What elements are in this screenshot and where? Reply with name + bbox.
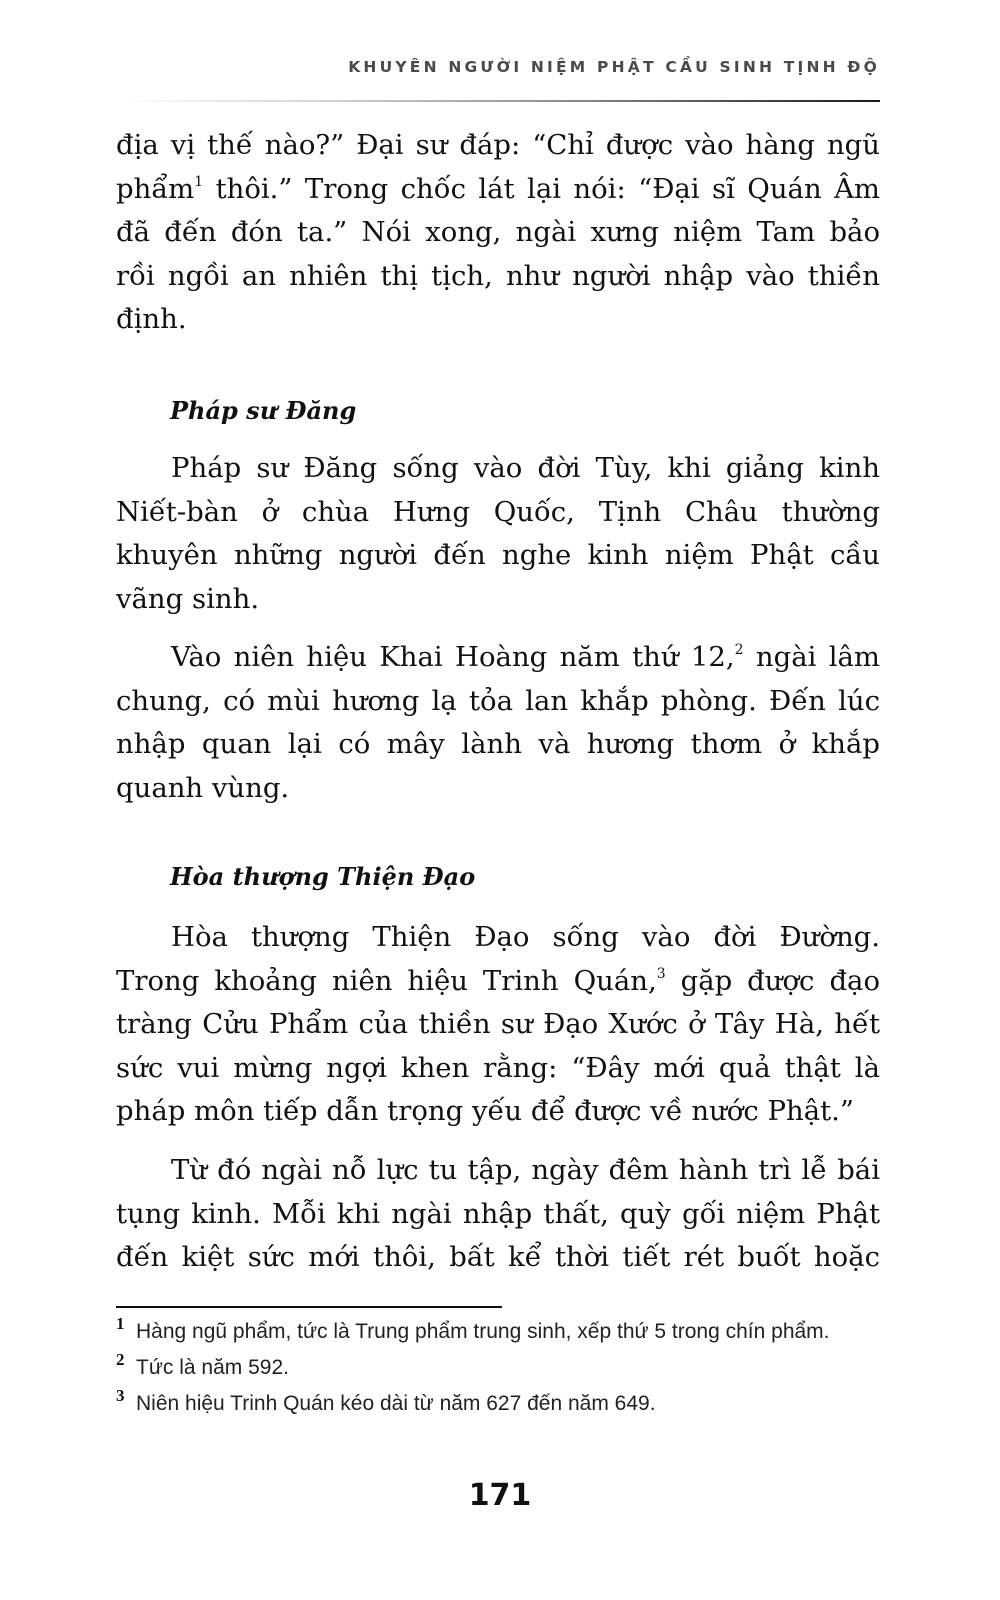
footnote-ref-1[interactable]: 1 <box>194 173 204 190</box>
section-1-paragraph-1 <box>116 447 880 621</box>
running-header-title: KHUYÊN NGƯỜI NIỆM PHẬT CẦU SINH TỊNH ĐỘ <box>348 58 880 76</box>
section-2-paragraph-1 <box>116 916 880 1134</box>
section-title-phap-su-dang: Pháp sư Đăng <box>170 396 357 425</box>
text-line <box>116 636 880 680</box>
text-line: pháp môn tiếp dẫn trọng yếu để được về nước Phật.” <box>116 1095 854 1128</box>
text-line: đã đến đón ta.” Nói xong, ngài xưng niệm Tam bảo <box>116 216 880 249</box>
section-2-paragraph-2 <box>116 1149 880 1280</box>
text-line <box>116 960 880 1004</box>
footnote-text: Niên hiệu Trinh Quán kéo dài từ năm 627 đến năm 649. <box>136 1392 656 1415</box>
text-fragment: gặp được đạo <box>665 964 880 997</box>
footnote-ref-2[interactable]: 2 <box>734 642 744 658</box>
text-line: Niết-bàn ở chùa Hưng Quốc, Tịnh Châu thường <box>116 495 880 528</box>
text-fragment: phẩm <box>116 172 195 205</box>
text-line: Từ đó ngài nỗ lực tu tập, ngày đêm hành trì lễ bái <box>171 1154 880 1186</box>
footnote-text: Tức là năm 592. <box>136 1356 289 1379</box>
text-line: sức vui mừng ngợi khen rằng: “Đây mới quả thật là <box>116 1051 880 1084</box>
text-line: chung, có mùi hương lạ tỏa lan khắp phòng. Đến lúc <box>116 684 880 717</box>
footnote-1 <box>116 1314 880 1346</box>
text-fragment: ngài lâm <box>743 641 881 673</box>
text-line: vãng sinh. <box>116 582 260 615</box>
footnotes <box>116 1314 880 1426</box>
text-line: rồi ngồi an nhiên thị tịch, như người nhập vào thiền <box>116 259 880 292</box>
text-fragment: thôi.” Trong chốc lát lại nói: “Đại sĩ Quán Âm <box>203 172 880 205</box>
footnote-text: Hàng ngũ phẩm, tức là Trung phẩm trung sinh, xếp thứ 5 trong chín phẩm. <box>136 1320 830 1343</box>
header-rule <box>115 100 880 102</box>
text-line: tụng kinh. Mỗi khi ngài nhập thất, quỳ gối niệm Phật <box>116 1197 880 1230</box>
text-line <box>116 168 880 212</box>
page-number: 171 <box>468 1478 532 1513</box>
footnote-ref-3[interactable]: 3 <box>656 965 666 982</box>
text-line: Pháp sư Đăng sống vào đời Tùy, khi giảng kinh <box>171 452 880 484</box>
text-line: khuyên những người đến nghe kinh niệm Phật cầu <box>116 539 880 572</box>
footnote-separator <box>116 1306 502 1308</box>
section-1-paragraph-2 <box>116 636 880 810</box>
text-line: tràng Cửu Phẩm của thiền sư Đạo Xước ở Tây Hà, hết <box>116 1008 880 1041</box>
footnote-number: 1 <box>116 1314 125 1333</box>
text-line: đến kiệt sức mới thôi, bất kể thời tiết rét buốt hoặc <box>116 1241 880 1274</box>
text-line: nhập quan lại có mây lành và hương thơm ở khắp <box>116 728 880 761</box>
text-fragment: Trong khoảng niên hiệu Trinh Quán, <box>116 964 657 997</box>
text-line: quanh vùng. <box>116 771 290 804</box>
paragraph-continuation <box>116 124 880 342</box>
text-line: địa vị thế nào?” Đại sư đáp: “Chỉ được vào hàng ngũ <box>116 129 880 161</box>
footnote-number: 2 <box>116 1350 125 1369</box>
section-title-hoa-thuong-thien-dao: Hòa thượng Thiện Đạo <box>170 862 476 891</box>
text-line: định. <box>116 303 187 336</box>
footnote-number: 3 <box>116 1386 125 1405</box>
footnote-2 <box>116 1350 880 1382</box>
text-line: Hòa thượng Thiện Đạo sống vào đời Đường. <box>171 921 880 953</box>
text-fragment: Vào niên hiệu Khai Hoàng năm thứ 12, <box>171 641 735 673</box>
footnote-3 <box>116 1386 880 1418</box>
